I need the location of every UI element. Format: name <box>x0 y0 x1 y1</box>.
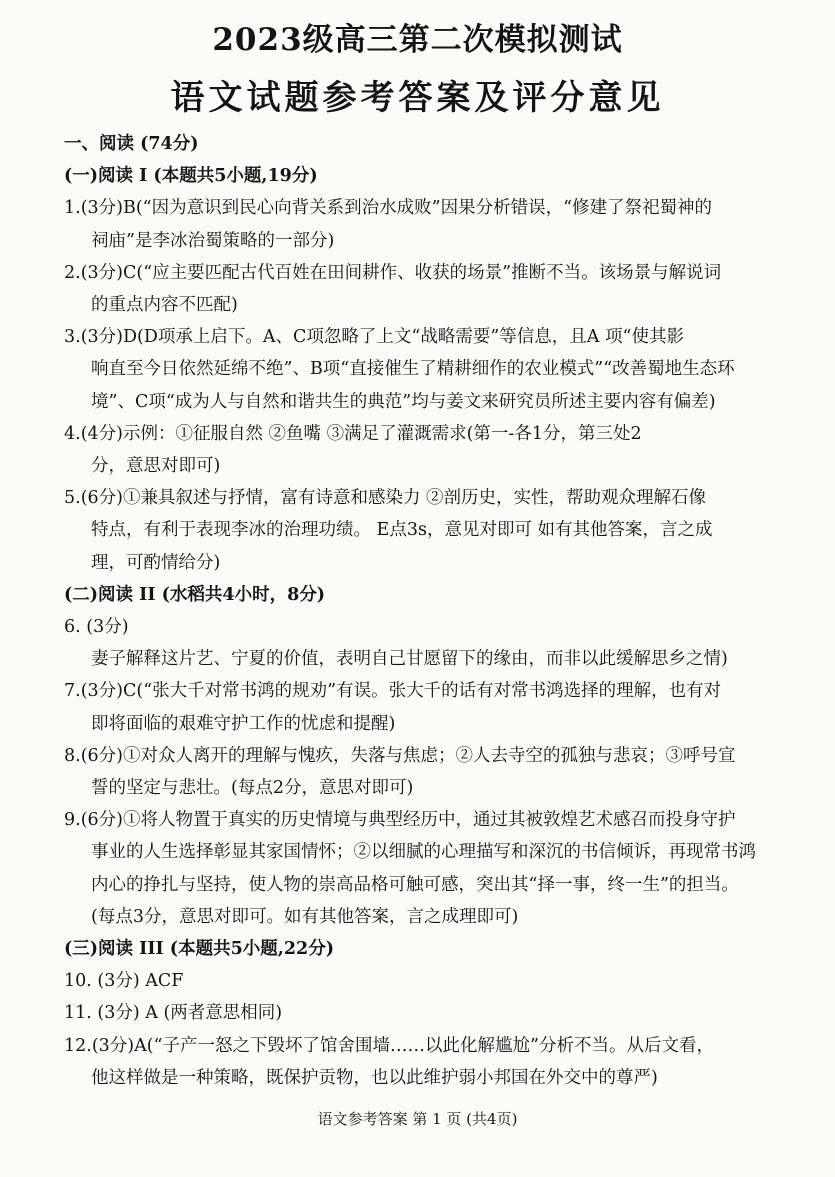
exam-title: 2023级高三第二次模拟测试 <box>212 22 623 58</box>
document-subtitle: 语文试题参考答案及评分意见 <box>170 78 665 118</box>
answer-line: 即将面临的艰难守护工作的忧虑和提醒) <box>91 713 396 734</box>
answer-line: 11. (3分) A (两者意思相同) <box>64 1003 283 1024</box>
answer-line: 6. (3分) <box>64 617 129 638</box>
answer-line: 2.(3分)C(“应主要匹配古代百姓在田间耕作、收获的场景”推断不当。该场景与解说词 <box>64 262 722 283</box>
answer-line: 内心的挣扎与坚持，使人物的崇高品格可触可感，突出其“择一事，终一生”的担当。 <box>91 874 739 895</box>
answer-line: 誓的坚定与悲壮。(每点2分，意思对即可) <box>91 778 414 799</box>
answer-line: 1.(3分)B(“因为意识到民心向背关系到治水成败”因果分析错误，“修建了祭祀蜀神的 <box>64 198 713 219</box>
page-footer: 语文参考答案 第 1 页 (共4页) <box>317 1110 518 1128</box>
section-heading: (二)阅读 II (水稻共4小时，8分) <box>64 584 326 605</box>
answer-line: 境”、C项“成为人与自然和谐共生的典范”均与姜文来研究员所述主要内容有偏差) <box>91 391 716 412</box>
answer-line: 10. (3分) ACF <box>64 971 184 992</box>
answer-line: 8.(6分)①对众人离开的理解与愧疚，失落与焦虑；②人去寺空的孤独与悲哀；③呼号宣 <box>64 745 736 766</box>
answer-line: 7.(3分)C(“张大千对常书鸿的规劝”有误。张大千的话有对常书鸿选择的理解，也有对 <box>64 681 722 702</box>
answer-line: 9.(6分)①将人物置于真实的历史情境与典型经历中，通过其被敦煌艺术感召而投身守护 <box>64 810 736 831</box>
answer-line: 5.(6分)①兼具叙述与抒情，富有诗意和感染力 ②剖历史，实性，帮助观众理解石像 <box>64 488 707 509</box>
answer-line: 分，意思对即可) <box>91 456 221 477</box>
answer-line: 祠庙”是李冰治蜀策略的一部分) <box>91 230 335 251</box>
answer-line: 理，可酌情给分) <box>91 552 221 573</box>
section-heading: (三)阅读 III (本题共5小题,22分) <box>64 939 334 960</box>
answer-line: (每点3分，意思对即可。如有其他答案，言之成理即可) <box>91 906 519 927</box>
section-heading: (一)阅读 I (本题共5小题,19分) <box>64 166 318 187</box>
answer-line: 3.(3分)D(D项承上启下。A、C项忽略了上文“战略需要”等信息，且A 项“使其影 <box>64 327 684 348</box>
answer-line: 12.(3分)A(“子产一怒之下毁坏了馆舍围墙……以此化解尴尬”分析不当。从后文看， <box>64 1035 714 1056</box>
section-heading: 一、阅读 (74分) <box>64 134 199 154</box>
answer-line: 妻子解释这片艺、宁夏的价值，表明自己甘愿留下的缘由，而非以此缓解思乡之情) <box>91 649 728 670</box>
answer-line: 他这样做是一种策略，既保护贡物，也以此维护弱小邦国在外交中的尊严) <box>91 1067 658 1088</box>
answer-line: 事业的人生选择彰显其家国情怀；②以细腻的心理描写和深沉的书信倾诉，再现常书鸿 <box>91 842 756 863</box>
answer-line: 的重点内容不匹配) <box>91 295 238 316</box>
answer-line: 4.(4分)示例：①征服自然 ②鱼嘴 ③满足了灌溉需求(第一-各1分，第三处2 <box>64 423 642 444</box>
answer-body <box>64 128 812 1094</box>
answer-line: 特点，有利于表现李冰的治理功绩。 E点3s，意见对即可 如有其他答案，言之成 <box>91 520 713 541</box>
answer-line: 响直至今日依然延绵不绝”、B项“直接催生了精耕细作的农业模式”“改善蜀地生态环 <box>91 359 735 380</box>
